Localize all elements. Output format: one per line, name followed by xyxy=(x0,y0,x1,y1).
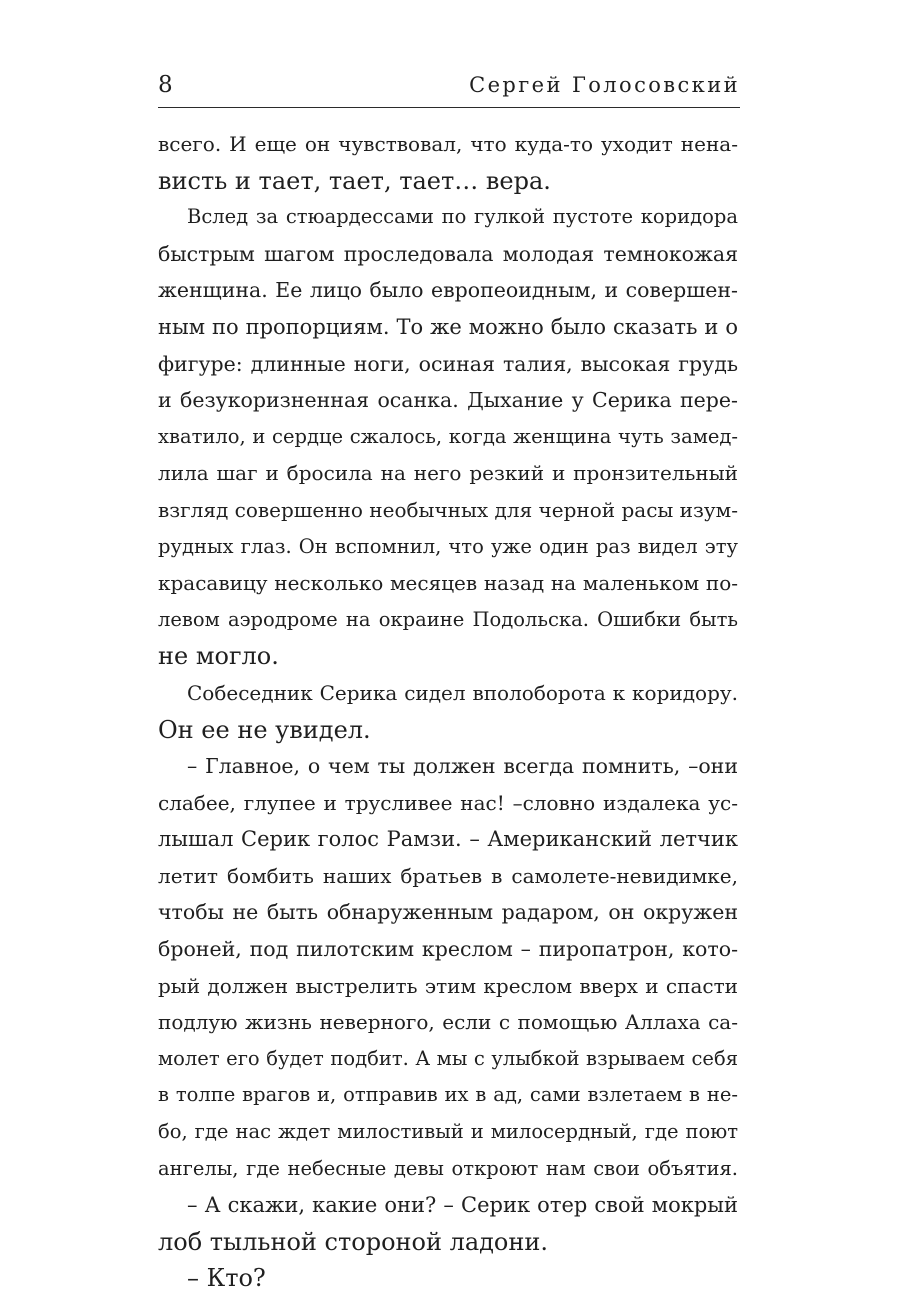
text-line: рый должен выстрелить этим креслом вверх и спасти xyxy=(158,973,738,998)
text-line: – Главное, о чем ты должен всегда помнить, –они xyxy=(187,754,738,779)
text-line: Собеседник Серика сидел вполоборота к коридору. xyxy=(187,680,738,705)
text-line: Он ее не увидел. xyxy=(158,715,371,744)
text-line: молет его будет подбит. А мы с улыбкой взрываем себя xyxy=(158,1046,738,1070)
text-line: лила шаг и бросила на него резкий и пронзительный xyxy=(158,461,738,486)
text-line: рудных глаз. Он вспомнил, что уже один раз видел эту xyxy=(158,534,738,558)
text-line: ангелы, где небесные девы откроют нам свои объятия. xyxy=(158,1156,738,1180)
text-line: всего. И еще он чувствовал, что куда-то уходит нена- xyxy=(158,132,738,156)
page-number: 8 xyxy=(158,72,173,98)
text-line: взгляд совершенно необычных для черной расы изум- xyxy=(158,497,738,522)
text-line: Вслед за стюардессами по гулкой пустоте коридора xyxy=(187,205,738,229)
running-head xyxy=(158,66,740,106)
text-line: красавицу несколько месяцев назад на маленьком по- xyxy=(158,571,738,596)
text-line: броней, под пилотским креслом – пиропатрон, кото- xyxy=(158,937,738,962)
text-line: ным по пропорциям. То же можно было сказать и о xyxy=(158,314,738,339)
text-line: подлую жизнь неверного, если с помощью Аллаха са- xyxy=(158,1010,738,1035)
text-line: не могло. xyxy=(158,642,279,671)
text-line: – Кто? xyxy=(187,1264,266,1293)
text-line: лоб тыльной стороной ладони. xyxy=(158,1227,548,1256)
text-line: чтобы не быть обнаруженным радаром, он окружен xyxy=(158,900,738,925)
text-line: левом аэродроме на окраине Подольска. Ошибки быть xyxy=(158,607,738,631)
running-title-author: Сергей Голосовский xyxy=(469,73,740,97)
text-line: в толпе врагов и, отправив их в ад, сами взлетаем в не- xyxy=(158,1083,738,1107)
text-line: фигуре: длинные ноги, осиная талия, высокая грудь xyxy=(158,351,738,376)
text-line: быстрым шагом проследовала молодая темнокожая xyxy=(158,241,738,266)
text-line: и безукоризненная осанка. Дыхание у Серика пере- xyxy=(158,388,738,413)
text-line: летит бомбить наших братьев в самолете-невидимке, xyxy=(158,863,738,888)
text-line: хватило, и сердце сжалось, когда женщина чуть замед- xyxy=(158,424,738,448)
text-line: висть и тает, тает, тает… вера. xyxy=(158,166,551,195)
text-line: бо, где нас ждет милостивый и милосердный, где поют xyxy=(158,1120,738,1144)
text-line: – А скажи, какие они? – Серик отер свой мокрый xyxy=(187,1193,738,1218)
header-rule xyxy=(158,107,740,108)
body-text xyxy=(158,126,738,1297)
text-line: лышал Серик голос Рамзи. – Американский летчик xyxy=(158,827,738,852)
text-line: женщина. Ее лицо было европеоидным, и совершен- xyxy=(158,278,738,303)
text-line: слабее, глупее и трусливее нас! –словно издалека ус- xyxy=(158,790,738,815)
